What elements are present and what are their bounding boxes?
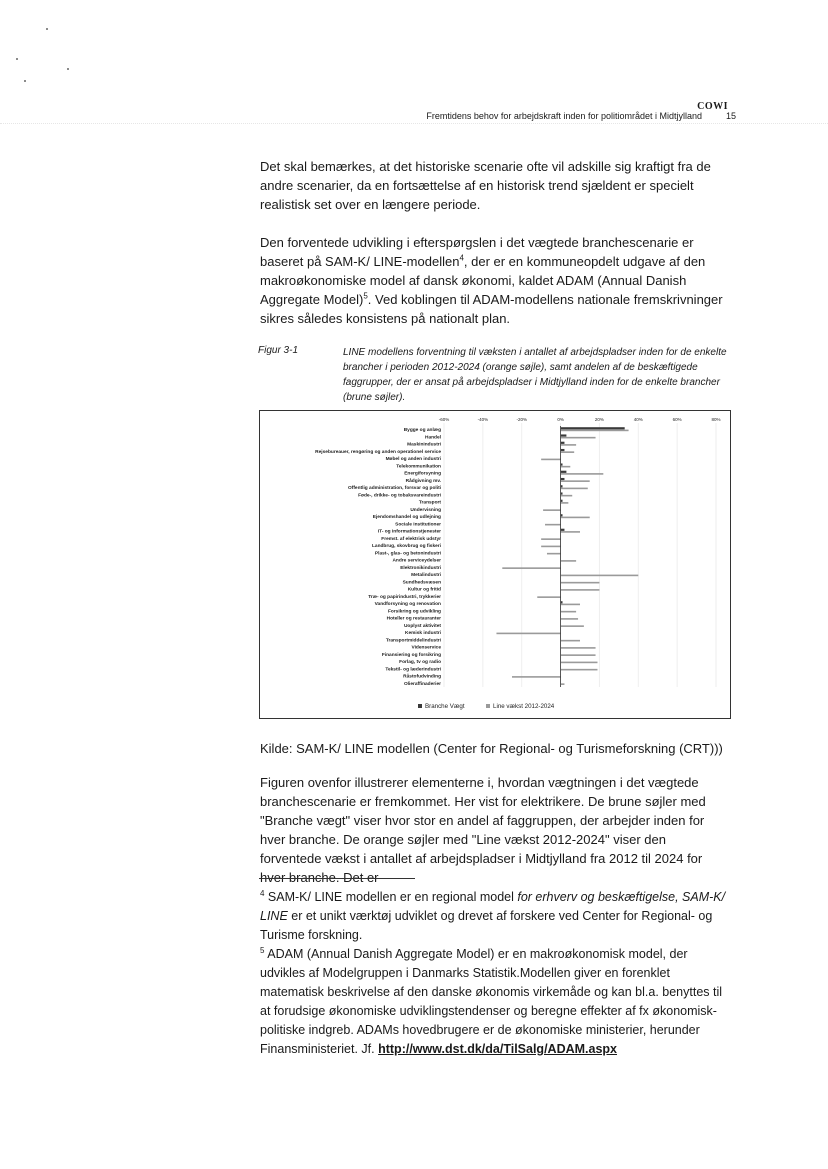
category-label: Handel xyxy=(425,435,441,441)
x-tick-label: 20% xyxy=(594,417,604,422)
bar xyxy=(561,611,577,613)
bar xyxy=(541,538,560,540)
bar xyxy=(541,459,560,461)
category-label: Offentlig administration, forsvar og politi xyxy=(347,486,441,492)
category-label: Olieraffinaderier xyxy=(403,681,441,687)
bar xyxy=(561,604,580,606)
legend-label: Branche Vægt xyxy=(425,703,465,710)
bar xyxy=(561,625,584,627)
paragraph-expected-development: Den forventede udvikling i efterspørgslen i det vægtede branchescenarie er baseret på SAM-K/ LINE-modellen$^4$, der er en kommuneopdelt udgave af den makroøkonomiske model af dansk økonomi, kaldet ADAM (Annual Danish Aggregate Model)$^5$. Ved koblingen til ADAM-modellens nationale fremskrivninger sikres således konsistens på nationalt plan. xyxy=(260,235,723,326)
bar xyxy=(561,444,577,446)
bar xyxy=(561,654,596,656)
bar xyxy=(561,427,625,429)
category-label: Finansiering og forsikring xyxy=(381,652,441,658)
category-label: Undervisning xyxy=(410,507,441,513)
category-label: Videnservice xyxy=(411,645,441,651)
category-label: Råstofudvinding xyxy=(403,674,441,680)
category-label: Møbel og anden industri xyxy=(385,457,441,463)
category-label: Rådgivning mv. xyxy=(405,478,441,484)
bar xyxy=(561,662,598,664)
category-label: Føde-, drikke- og tobaksvareindustri xyxy=(358,493,441,499)
bar xyxy=(561,683,565,685)
bar xyxy=(561,647,596,649)
bar xyxy=(561,449,565,451)
bar xyxy=(561,473,604,475)
bar xyxy=(561,434,567,436)
scan-speck xyxy=(24,80,26,82)
running-header: Fremtidens behov for arbejdskraft inden for politiområdet i Midtjylland xyxy=(426,111,702,121)
bar xyxy=(561,437,596,439)
bar xyxy=(541,546,560,548)
category-label: Elektronikindustri xyxy=(400,565,441,571)
x-tick-label: 40% xyxy=(633,417,643,422)
scan-speck xyxy=(16,58,18,60)
category-label: Forsikring og udvikling xyxy=(387,609,441,615)
category-label: Sundhedsvæsen xyxy=(402,580,441,586)
x-tick-label: -60% xyxy=(438,417,450,422)
category-label: Rejsebureauer, rengøring og anden operationel service xyxy=(315,449,441,455)
x-tick-label: 80% xyxy=(711,417,721,422)
category-label: Maskinindustri xyxy=(407,442,441,448)
scan-speck xyxy=(46,28,48,30)
scan-speck xyxy=(67,68,69,70)
category-label: Hoteller og restauranter xyxy=(386,616,441,622)
category-label: Energiforsyning xyxy=(404,471,441,477)
page-number: 15 xyxy=(725,111,736,121)
category-label: Transport xyxy=(418,500,441,506)
category-label: Vandforsyning og renovation xyxy=(374,602,441,608)
paragraph-figure-explanation: Figuren ovenfor illustrerer elementerne i, hvordan vægtningen i det vægtede branchescenarie er fremkommet. Her vist for elektrikere. De brune søjler med "Branche vægt" viser hvor stor en andel af faggruppen, der arbejder inden for hver branche. De orange søjler med "Line vækst 2012-2024" viser den forventede vækst i antallet af arbejdspladser i Midtjylland fra 2012 til 2024 for hver branche. Det er xyxy=(260,775,706,885)
bar xyxy=(561,560,577,562)
legend-label: Line vækst 2012-2024 xyxy=(493,703,555,710)
figure-label: Figur 3-1 xyxy=(258,345,299,356)
x-tick-label: -20% xyxy=(516,417,527,422)
bar xyxy=(561,589,600,591)
footnote-divider xyxy=(259,878,415,879)
category-label: Kultur og fritid xyxy=(407,587,441,593)
x-tick-label: 0% xyxy=(557,417,564,422)
category-label: Tekstil- og læderindustri xyxy=(385,667,441,673)
adam-link[interactable]: http://www.dst.dk/da/TilSalg/ADAM.aspx xyxy=(378,1042,618,1056)
bar xyxy=(561,669,598,671)
bar xyxy=(543,509,560,511)
category-label: Kemisk industri xyxy=(405,631,441,637)
x-tick-label: 60% xyxy=(672,417,682,422)
category-label: Bygge og anlæg xyxy=(403,428,441,434)
bar xyxy=(561,502,569,504)
bar xyxy=(561,618,578,620)
bar xyxy=(545,524,561,526)
header-divider xyxy=(0,123,828,124)
bar xyxy=(561,517,590,519)
category-label: Sociale institutioner xyxy=(395,522,441,528)
bar xyxy=(561,471,567,473)
figure-caption: LINE modellens forventning til væksten i antallet af arbejdspladser inden for de enkelte brancher i perioden 2012-2024 (orange søjle), samt andelen af de beskæftigede faggrupper, der er ansat på arbejdspladser i Midtjylland inden for de enkelte brancher (brune søjler). xyxy=(343,347,727,403)
footnote-5: $^5$ ADAM (Annual Danish Aggregate Model) er en makroøkonomisk model, der udvikles af Modelgruppen i Danmarks Statistik.Modellen giver en forenklet matematisk beskrivelse af den danske økonomis virkemåde og kan bl.a. benyttes til at forudsige økonomiske udviklingstendenser og beregne effekter af fx økonomisk-politiske indgreb. ADAMs hovedbrugere er de økonomiske ministerier, herunder Finansministeriet. Jf. http://www.dst.dk/da/TilSalg/ADAM.aspx xyxy=(260,945,723,1056)
category-label: Fremst. af elektrisk udstyr xyxy=(381,536,441,542)
bar xyxy=(547,553,561,555)
bar xyxy=(561,442,565,444)
figure-source: Kilde: SAM-K/ LINE modellen (Center for Regional- og Turismeforskning (CRT))) xyxy=(260,741,723,756)
chart-frame xyxy=(259,410,731,719)
bar xyxy=(561,480,590,482)
x-tick-label: -40% xyxy=(477,417,489,422)
legend-swatch xyxy=(486,704,490,708)
paragraph-historic-scenario: Det skal bemærkes, at det historiske scenarie ofte vil adskille sig kraftigt fra de andre scenarier, da en fortsættelse af en historisk trend sjældent er specielt realistisk set over en længere periode. xyxy=(260,159,711,212)
category-label: Telekommunikation xyxy=(396,464,441,470)
category-label: Uoplyst aktivitet xyxy=(403,623,441,629)
legend-swatch xyxy=(418,704,422,708)
bar xyxy=(561,531,580,533)
bar xyxy=(561,478,565,480)
category-label: Forlag, tv og radio xyxy=(399,660,441,666)
bar xyxy=(561,582,600,584)
bar xyxy=(561,430,629,432)
category-label: Metalindustri xyxy=(411,573,441,579)
bar xyxy=(561,575,639,577)
bar xyxy=(537,596,560,598)
category-label: Plast-, glas- og betonindustri xyxy=(374,551,441,557)
bar xyxy=(561,495,573,497)
bar xyxy=(496,633,560,635)
footnote-4: $^4$ SAM-K/ LINE modellen er en regional model for erhverv og beskæftigelse, SAM-K/ LINE er et unikt værktøj udviklet og drevet af forskere ved Center for Regional- og Turisme forskning. xyxy=(260,888,726,942)
bar-chart xyxy=(260,411,730,718)
category-label: Andre serviceydelser xyxy=(392,558,441,564)
category-label: Træ- og papirindustri, trykkerier xyxy=(368,594,441,600)
category-label: Landbrug, skovbrug og fiskeri xyxy=(371,544,441,550)
bar xyxy=(561,451,575,453)
bar xyxy=(561,488,588,490)
bar xyxy=(512,676,561,678)
category-label: Ejendomshandel og udlejning xyxy=(372,515,441,521)
bar xyxy=(561,466,571,468)
category-label: Transportmiddelindustri xyxy=(385,638,441,644)
bar xyxy=(561,640,580,642)
category-label: IT- og informationstjenester xyxy=(377,529,441,535)
company-logo: COWI xyxy=(697,101,728,112)
bar xyxy=(502,567,560,569)
bar xyxy=(561,529,565,531)
